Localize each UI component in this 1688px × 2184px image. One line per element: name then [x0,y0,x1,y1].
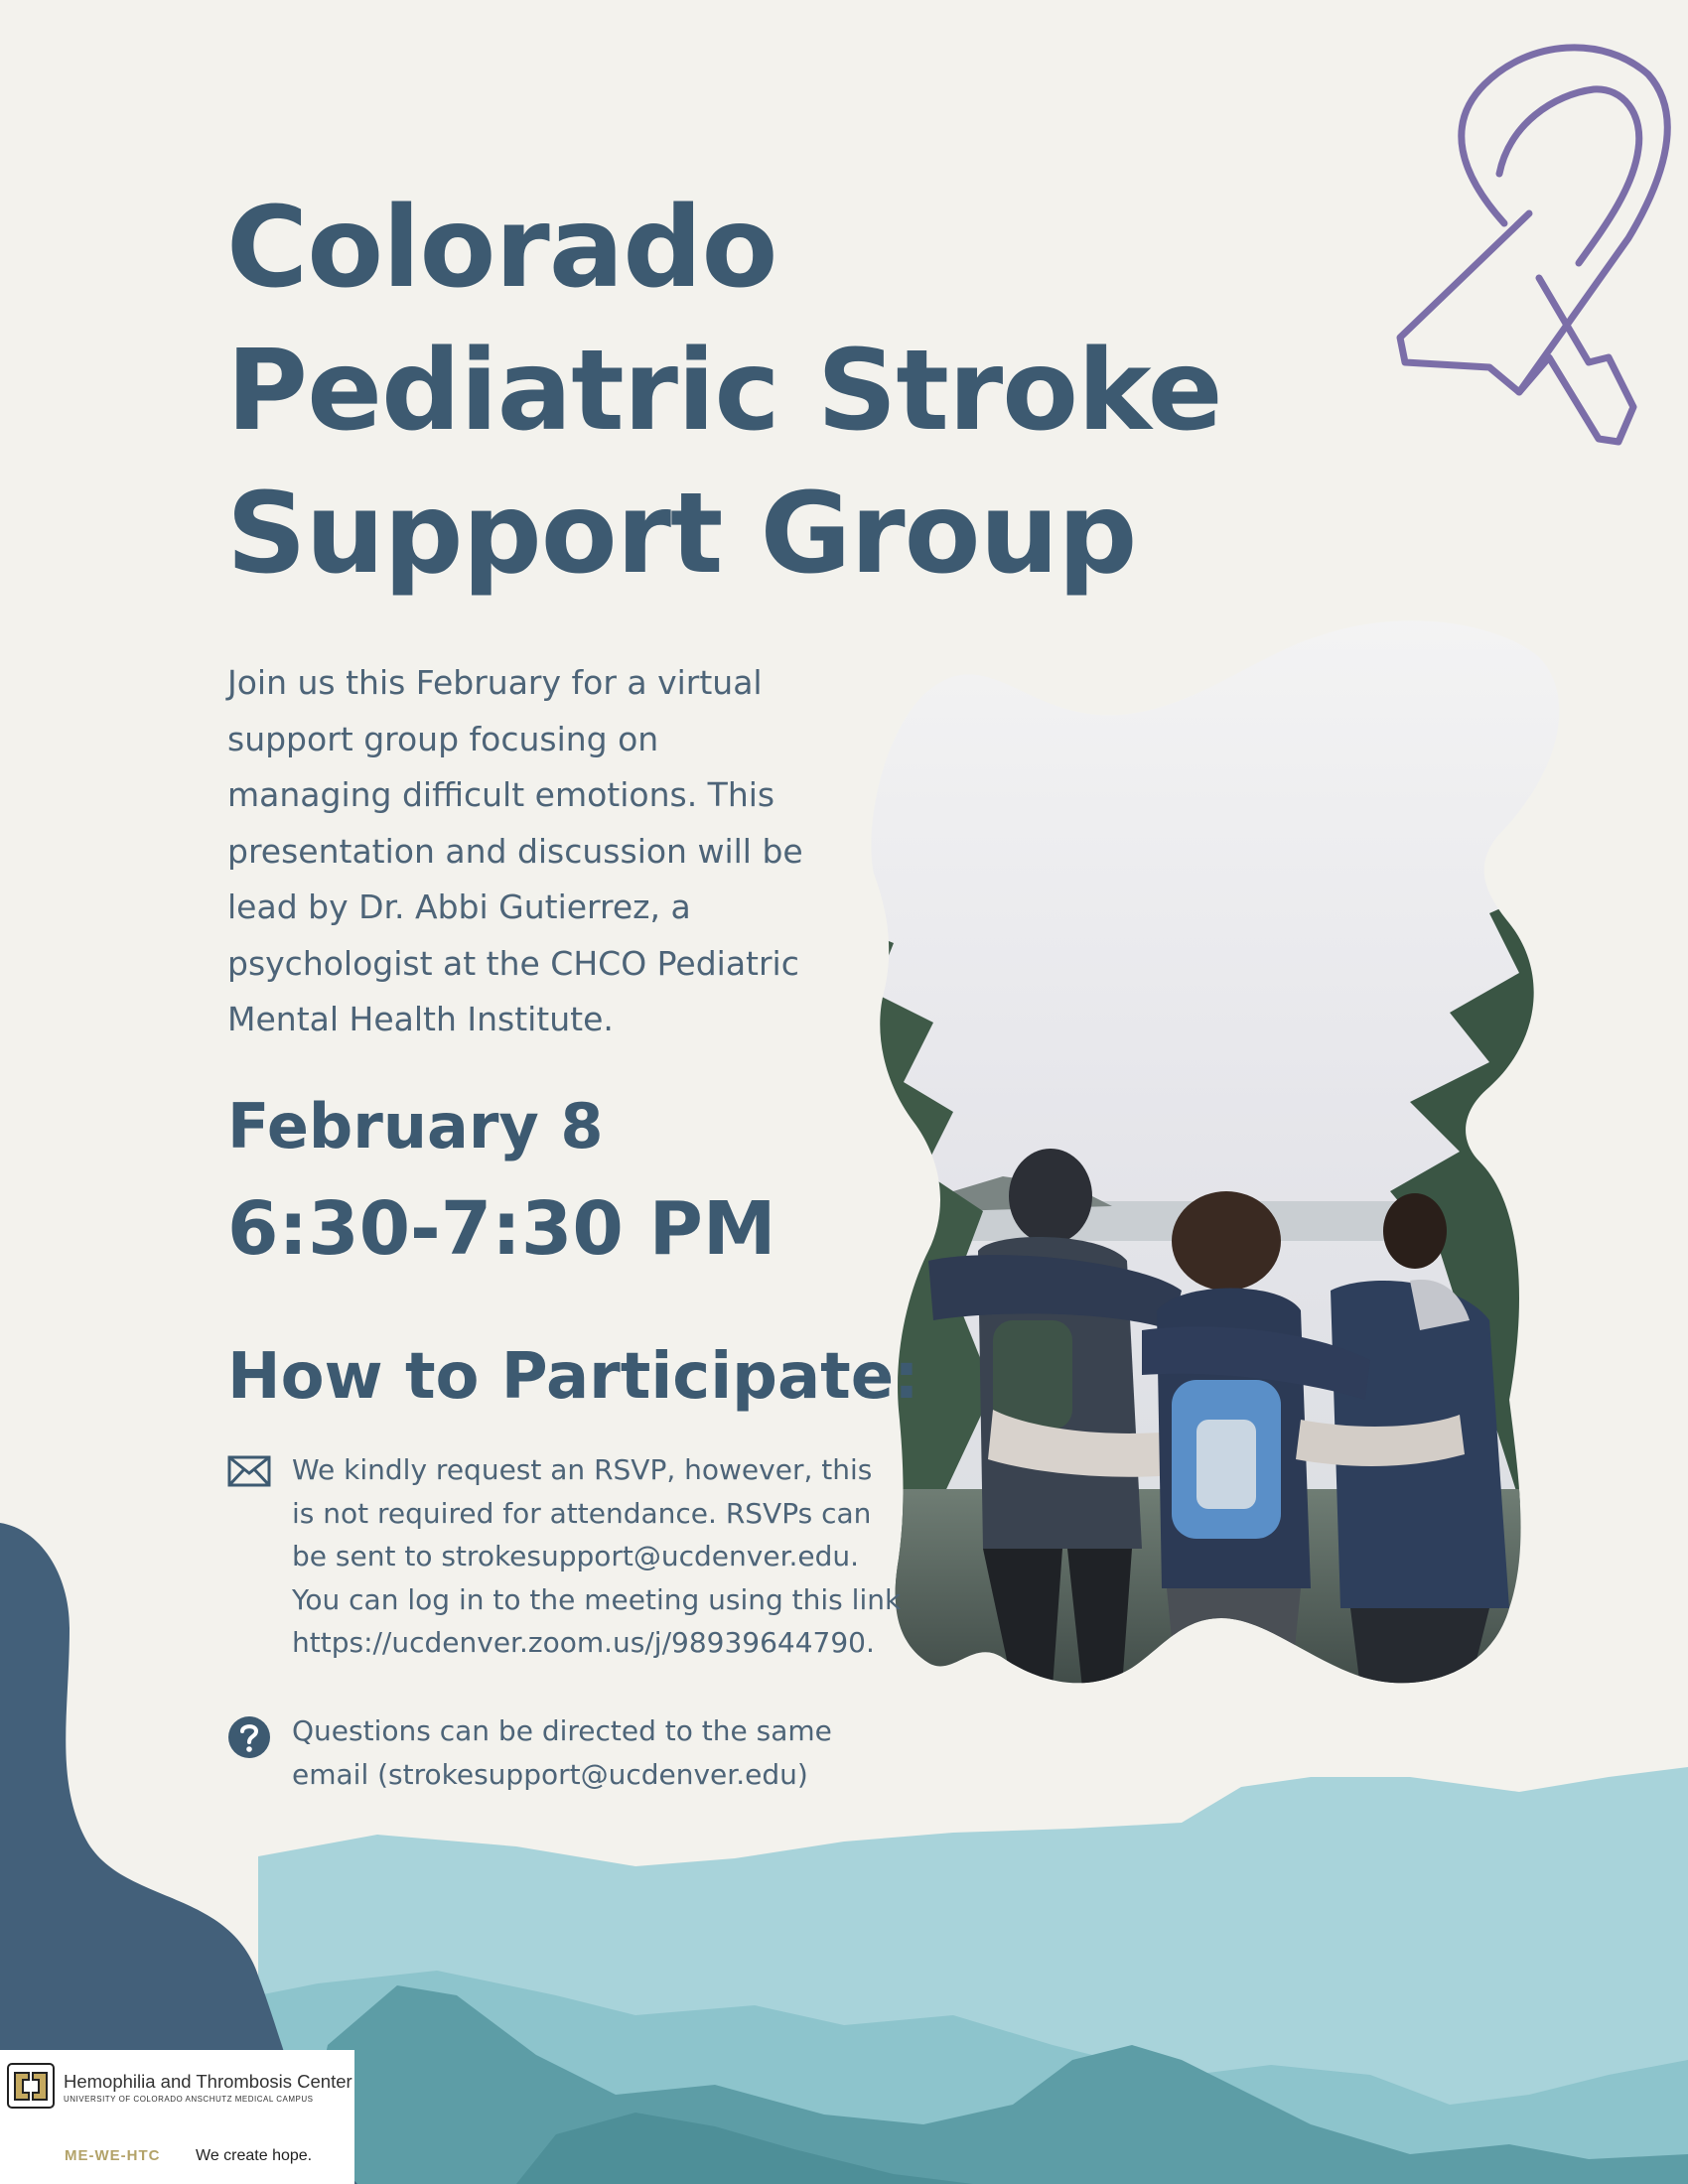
intro-line: support group focusing on [227,719,659,758]
title-line-3: Support Group [226,470,1137,599]
questions-line: Questions can be directed to the same [292,1714,832,1747]
center-name: Hemophilia and Thrombosis Center [64,2071,352,2092]
zoom-link[interactable]: https://ucdenver.zoom.us/j/98939644790. [292,1626,875,1659]
title-line-2: Pediatric Stroke [226,327,1222,456]
question-mark-icon [227,1715,271,1759]
envelope-icon [227,1455,271,1487]
program-name: ME-WE-HTC [65,2147,161,2164]
rsvp-paragraph [292,1448,901,1665]
center-subtitle: UNIVERSITY OF COLORADO ANSCHUTZ MEDICAL CAMPUS [64,2095,314,2104]
intro-line: lead by Dr. Abbi Gutierrez, a [227,887,691,926]
rsvp-line: You can log in to the meeting using this link [292,1582,902,1616]
questions-email-line[interactable]: email (strokesupport@ucdenver.edu) [292,1757,808,1791]
intro-paragraph [227,655,823,1048]
intro-line: Join us this February for a virtual [227,663,763,702]
intro-line: Mental Health Institute. [227,1000,614,1038]
event-date: February 8 [227,1090,604,1162]
awareness-ribbon-icon [1390,30,1678,447]
participate-heading: How to Participate: [227,1340,919,1414]
event-time: 6:30-7:30 PM [227,1186,776,1272]
title-line-1: Colorado [226,184,777,313]
rsvp-email-line[interactable]: be sent to strokesupport@ucdenver.edu. [292,1540,860,1572]
cu-logo-icon [7,2063,55,2109]
intro-line: psychologist at the CHCO Pediatric [227,943,799,983]
group-photo [844,596,1579,1707]
intro-line: presentation and discussion will be [227,831,803,871]
tagline: We create hope. [196,2147,313,2164]
questions-paragraph [292,1709,832,1796]
rsvp-line: is not required for attendance. RSVPs can [292,1496,872,1530]
rsvp-line: We kindly request an RSVP, however, this [292,1453,873,1486]
page-title [226,177,1222,606]
intro-line: managing difficult emotions. This [227,775,775,814]
